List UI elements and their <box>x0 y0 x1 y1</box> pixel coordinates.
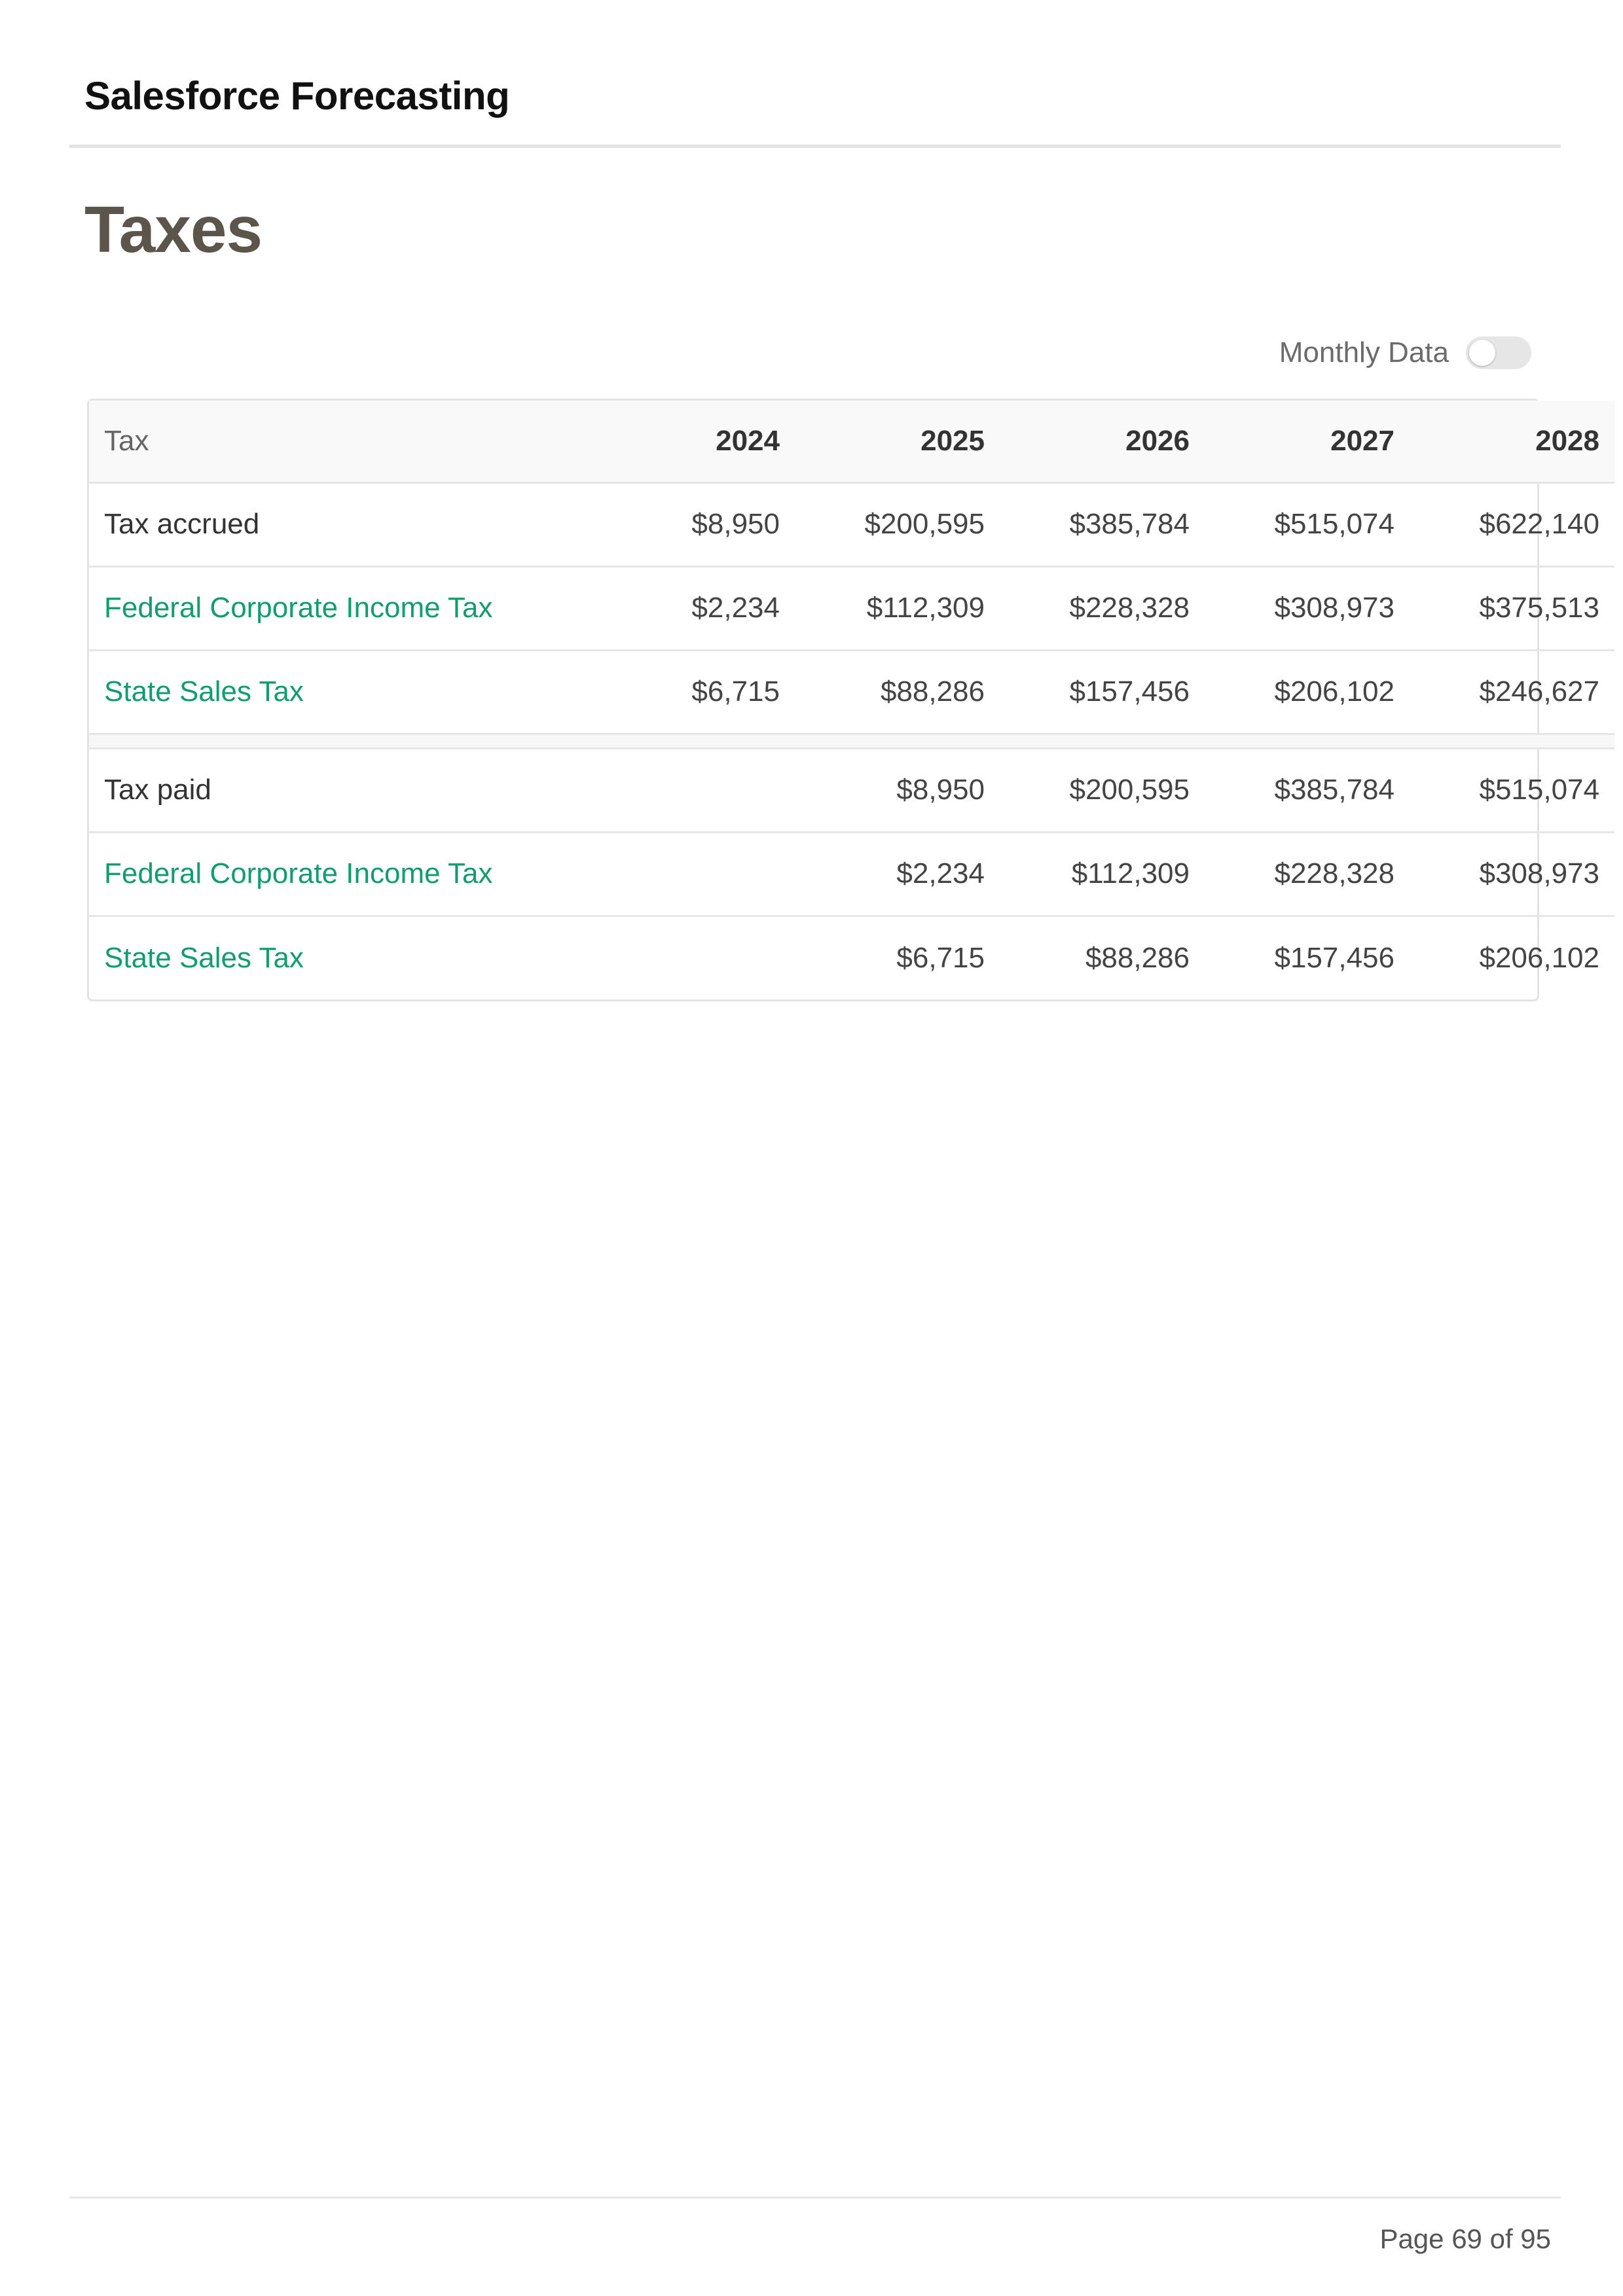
table-cell: $515,074 <box>1205 482 1410 566</box>
table-cell: $308,973 <box>1410 832 1614 916</box>
table-cell: $206,102 <box>1479 941 1599 974</box>
document-title: Salesforce Forecasting <box>84 74 510 118</box>
table-cell: $385,784 <box>1000 482 1205 566</box>
table-cell: $206,102 <box>1205 650 1410 734</box>
page-number: Page 69 of 95 <box>1379 2223 1551 2254</box>
row-label: Tax accrued <box>89 482 590 566</box>
table-row-tax-accrued <box>89 482 1614 566</box>
tax-table <box>89 401 1614 999</box>
table-cell: $375,513 <box>1410 566 1614 650</box>
group-separator <box>89 734 1614 748</box>
table-cell: $385,784 <box>1205 748 1410 832</box>
table-cell: $112,309 <box>1000 832 1205 916</box>
table-cell: $200,595 <box>1000 748 1205 832</box>
table-cell: $200,595 <box>795 482 1000 566</box>
table-cell: $157,456 <box>1274 941 1395 974</box>
column-header-year: 2028 <box>1410 401 1614 482</box>
toggle-knob <box>1469 340 1495 366</box>
row-label-link[interactable]: State Sales Tax <box>104 941 304 974</box>
table-cell: $8,950 <box>590 482 795 566</box>
table-cell: $246,627 <box>1410 650 1614 734</box>
table-cell: $308,973 <box>1205 566 1410 650</box>
table-cell <box>590 832 795 916</box>
tax-table-card <box>87 399 1599 1001</box>
monthly-data-toggle-group <box>1279 332 1531 373</box>
table-cell: $88,286 <box>795 650 1000 734</box>
table-row-paid-state[interactable] <box>89 916 1614 999</box>
row-label-link[interactable]: State Sales Tax <box>89 650 590 734</box>
column-header-year: 2024 <box>590 401 795 482</box>
table-cell: $6,715 <box>590 650 795 734</box>
column-header-year: 2026 <box>1000 401 1205 482</box>
row-label: Tax paid <box>89 748 590 832</box>
table-cell: $157,456 <box>1000 650 1205 734</box>
column-header-tax: Tax <box>89 401 590 482</box>
table-cell <box>590 916 795 999</box>
table-cell: $8,950 <box>795 748 1000 832</box>
table-cell: $88,286 <box>1085 941 1190 974</box>
table-cell: $112,309 <box>795 566 1000 650</box>
page-footer <box>69 2197 1561 2296</box>
monthly-data-label: Monthly Data <box>1279 336 1449 368</box>
table-cell: $515,074 <box>1410 748 1614 832</box>
table-cell: $2,234 <box>795 832 1000 916</box>
table-row-accrued-state[interactable] <box>89 650 1614 734</box>
section-title: Taxes <box>84 193 263 266</box>
separator-cell <box>89 734 1614 748</box>
table-cell: $228,328 <box>1205 832 1410 916</box>
table-row-paid-federal[interactable] <box>89 832 1614 916</box>
page-header <box>69 0 1561 148</box>
table-cell: $228,328 <box>1000 566 1205 650</box>
table-cell: $6,715 <box>896 941 985 974</box>
row-label-link[interactable]: Federal Corporate Income Tax <box>89 832 590 916</box>
table-header-row <box>89 401 1614 482</box>
table-cell <box>590 748 795 832</box>
row-label-link[interactable]: Federal Corporate Income Tax <box>89 566 590 650</box>
table-row-accrued-federal[interactable] <box>89 566 1614 650</box>
table-row-tax-paid <box>89 748 1614 832</box>
monthly-data-toggle[interactable] <box>1466 336 1531 369</box>
table-cell: $622,140 <box>1410 482 1614 566</box>
column-header-year: 2027 <box>1205 401 1410 482</box>
column-header-year: 2025 <box>795 401 1000 482</box>
table-cell: $2,234 <box>590 566 795 650</box>
